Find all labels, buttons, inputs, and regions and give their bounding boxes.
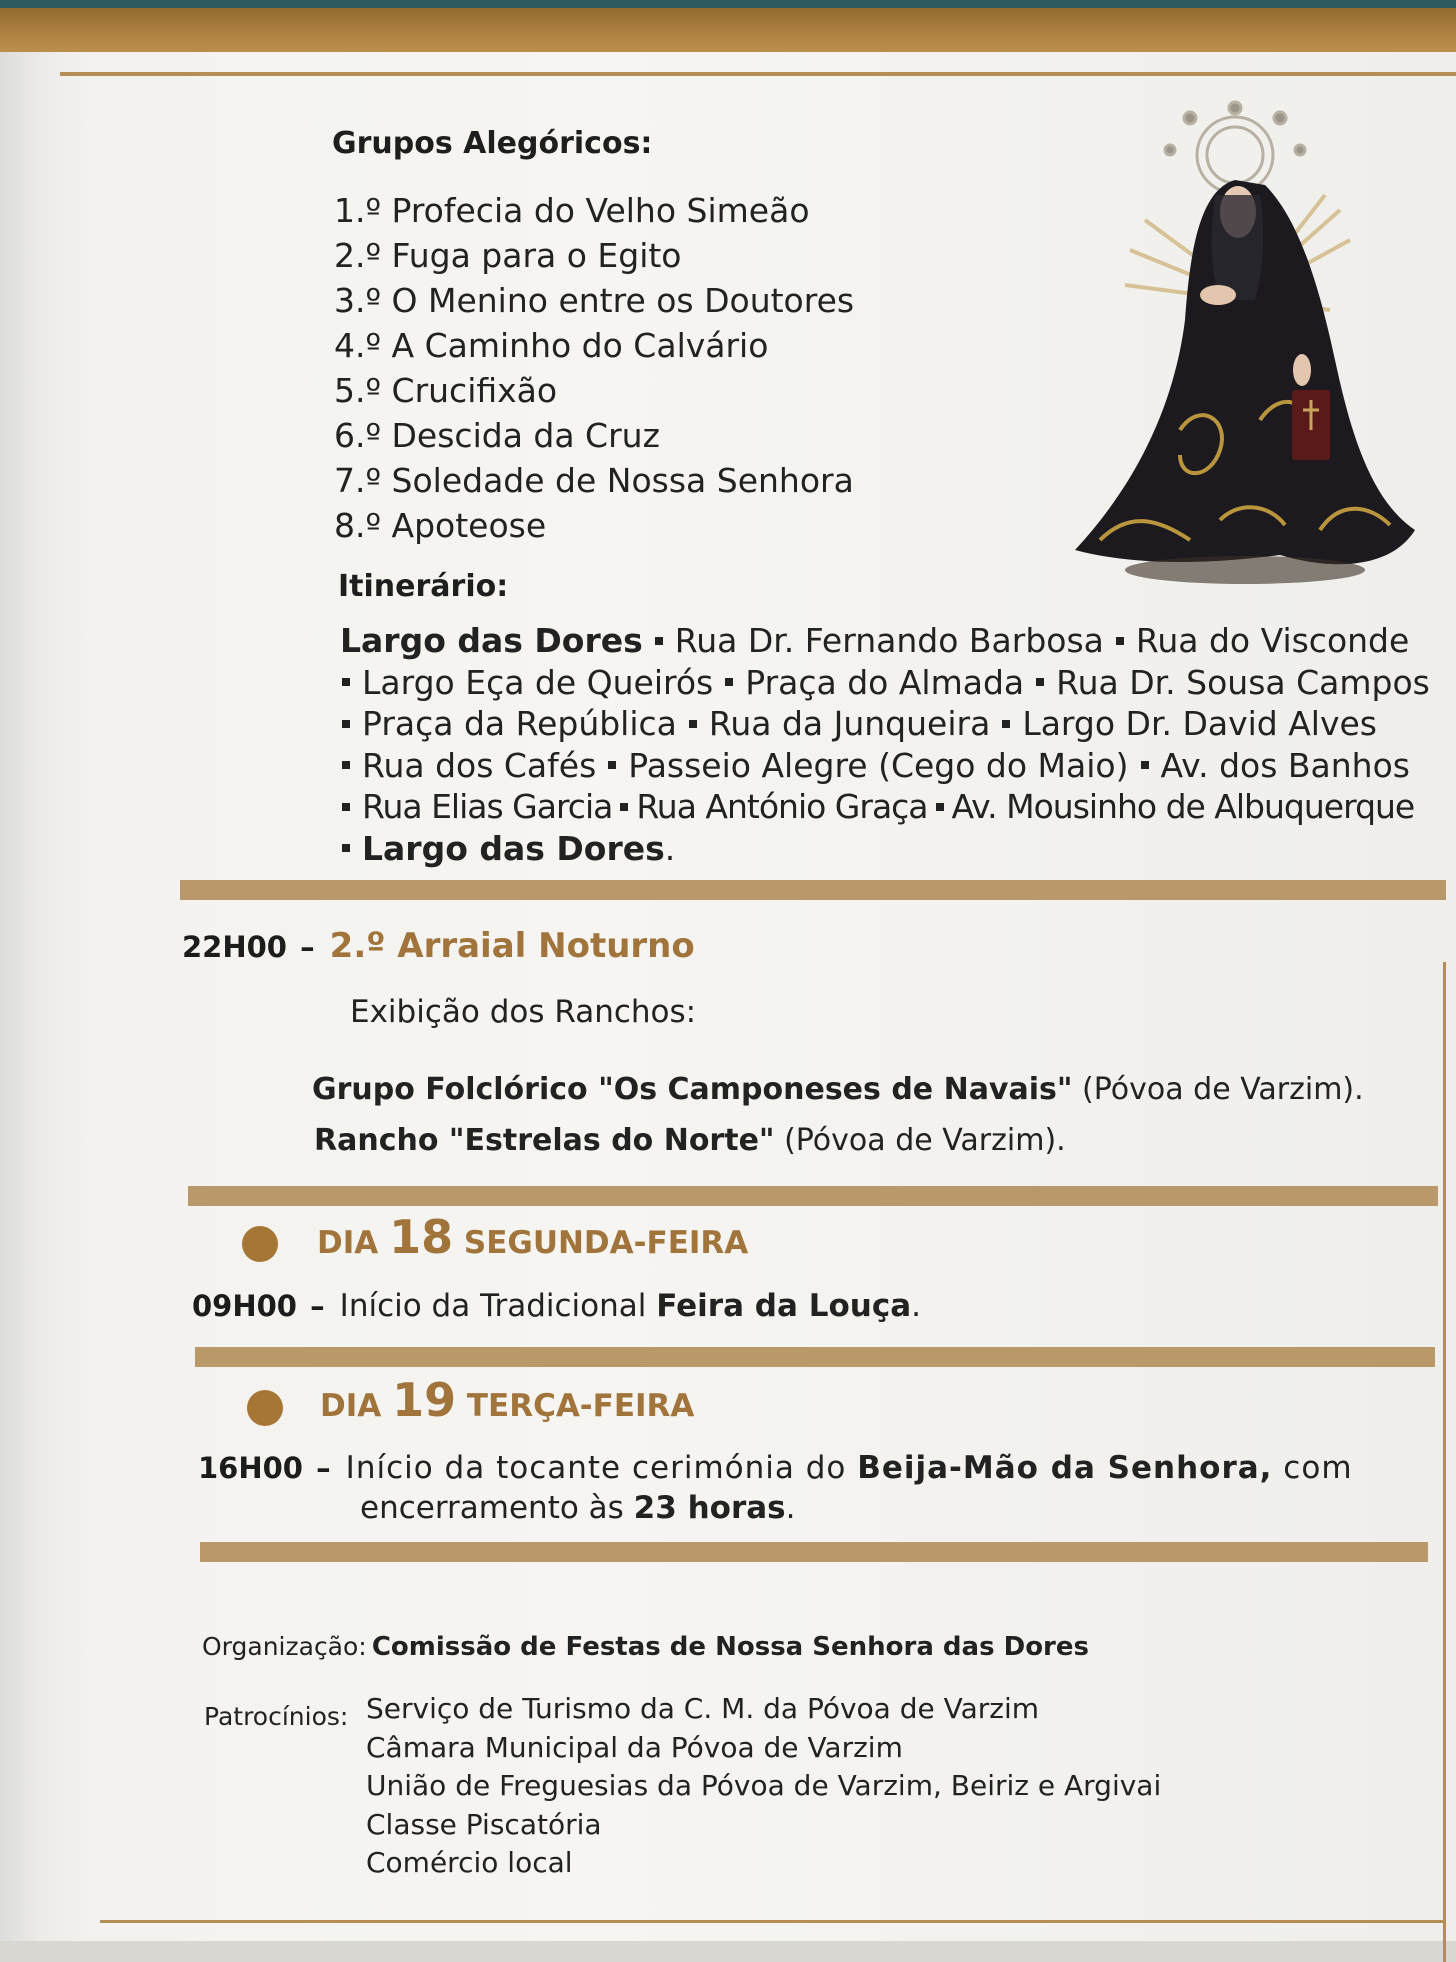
frame-right-rule bbox=[1443, 962, 1446, 1962]
itinerary-stop: Rua da Junqueira bbox=[708, 704, 991, 743]
arraial-time: 22H00 bbox=[182, 930, 287, 964]
itinerary-stop: Av. dos Banhos bbox=[1160, 745, 1410, 785]
organization-value: Comissão de Festas de Nossa Senhora das Dores bbox=[371, 1632, 1089, 1662]
arraial-group-2 bbox=[314, 1123, 1066, 1158]
itinerary-line bbox=[340, 786, 1415, 828]
day19-heading bbox=[320, 1373, 694, 1427]
top-teal-strip bbox=[0, 0, 1456, 8]
day18-text: Início da Tradicional bbox=[339, 1288, 657, 1324]
day18-time: 09H00 bbox=[192, 1289, 297, 1323]
day19-number: 19 bbox=[392, 1373, 457, 1427]
day19-text-1: Início da tocante cerimónia do bbox=[345, 1450, 858, 1486]
itinerary-end: Largo das Dores bbox=[362, 828, 665, 868]
arraial-row bbox=[182, 926, 695, 966]
itinerary-stop: Rua Dr. Fernando Barbosa bbox=[674, 621, 1104, 660]
list-item: 5.º Crucifixão bbox=[334, 371, 558, 410]
itinerary-stop: Praça da República bbox=[362, 704, 677, 743]
group-2-name: Rancho "Estrelas do Norte" bbox=[314, 1123, 775, 1158]
halo-crown bbox=[1165, 102, 1305, 193]
sponsor-item: Classe Piscatória bbox=[366, 1807, 602, 1841]
list-item: 3.º O Menino entre os Doutores bbox=[334, 281, 855, 320]
arraial-group-1 bbox=[312, 1072, 1364, 1107]
day19-end: . bbox=[785, 1490, 796, 1526]
itinerary-stop: Rua dos Cafés bbox=[362, 745, 597, 785]
day18-row bbox=[192, 1288, 921, 1324]
statue-base bbox=[1125, 556, 1365, 584]
group-1-name: Grupo Folclórico "Os Camponeses de Navais" bbox=[312, 1072, 1073, 1107]
arraial-title: 2.º Arraial Noturno bbox=[329, 926, 695, 966]
day18-prefix: DIA bbox=[317, 1225, 390, 1261]
statue-illustration bbox=[1070, 100, 1420, 600]
sponsor-item: União de Freguesias da Póvoa de Varzim, Beiriz e Argivai bbox=[366, 1769, 1162, 1802]
group-2-place: (Póvoa de Varzim). bbox=[774, 1123, 1066, 1158]
group-1-place: (Póvoa de Varzim). bbox=[1072, 1072, 1364, 1107]
sponsors-list bbox=[366, 1690, 1161, 1883]
day19-time: 16H00 bbox=[198, 1451, 303, 1485]
hand-right bbox=[1293, 354, 1311, 386]
itinerary-stop: Praça do Almada bbox=[745, 662, 1025, 702]
itinerary-line bbox=[340, 620, 1410, 662]
section-divider bbox=[200, 1542, 1428, 1562]
day19-bold-2: 23 horas bbox=[633, 1490, 786, 1526]
day19-text-3: encerramento às bbox=[360, 1490, 634, 1526]
itinerary-line bbox=[340, 745, 1410, 787]
day18-bold: Feira da Louça bbox=[656, 1288, 912, 1324]
hand-left bbox=[1200, 285, 1236, 305]
itinerary-stop: Rua do Visconde bbox=[1135, 621, 1410, 660]
itinerary-start: Largo das Dores bbox=[340, 621, 643, 660]
top-rule bbox=[60, 72, 1456, 76]
list-item: 6.º Descida da Cruz bbox=[334, 416, 660, 455]
day19-row-2 bbox=[360, 1490, 796, 1526]
itinerary-line bbox=[340, 662, 1430, 704]
day18-end: . bbox=[911, 1288, 921, 1324]
day19-prefix: DIA bbox=[320, 1388, 393, 1424]
list-item: 4.º A Caminho do Calvário bbox=[334, 326, 769, 365]
day19-bold-1: Beija-Mão da Senhora, bbox=[857, 1450, 1273, 1486]
list-item: 8.º Apoteose bbox=[334, 506, 547, 545]
veil bbox=[1212, 195, 1264, 300]
itinerary-stop: Rua António Graça bbox=[636, 787, 928, 826]
list-item: 7.º Soledade de Nossa Senhora bbox=[334, 461, 854, 500]
itinerary-end-punct: . bbox=[664, 828, 676, 868]
list-item: 1.º Profecia do Velho Simeão bbox=[334, 191, 810, 230]
section-divider bbox=[180, 880, 1446, 900]
sponsor-item: Câmara Municipal da Póvoa de Varzim bbox=[366, 1730, 903, 1764]
sponsors-label: Patrocínios: bbox=[204, 1702, 349, 1731]
organization-row bbox=[202, 1632, 1089, 1662]
list-item: 2.º Fuga para o Egito bbox=[334, 236, 682, 275]
itinerary-stop: Rua Elias Garcia bbox=[362, 787, 613, 826]
itinerary-stop: Largo Eça de Queirós bbox=[362, 662, 714, 702]
arraial-dash: – bbox=[300, 930, 315, 964]
bullet-dot bbox=[242, 1226, 278, 1262]
itinerary-stop: Rua Dr. Sousa Campos bbox=[1056, 662, 1430, 702]
frame-bottom-rule bbox=[100, 1920, 1446, 1923]
sponsor-item: Comércio local bbox=[366, 1846, 573, 1879]
day19-text-2: com bbox=[1272, 1450, 1353, 1486]
day18-heading bbox=[317, 1210, 748, 1264]
itinerary-stop: Largo Dr. David Alves bbox=[1022, 704, 1377, 743]
bullet-dot bbox=[247, 1390, 283, 1426]
section-divider bbox=[188, 1186, 1438, 1206]
itinerary-line bbox=[340, 703, 1410, 745]
organization-label: Organização: bbox=[202, 1632, 367, 1661]
arraial-subtitle: Exibição dos Ranchos: bbox=[350, 994, 697, 1030]
itinerary-stop: Passeio Alegre (Cego do Maio) bbox=[628, 745, 1129, 785]
day19-row bbox=[198, 1450, 1353, 1486]
day18-number: 18 bbox=[389, 1210, 454, 1264]
allegorical-heading: Grupos Alegóricos: bbox=[332, 126, 653, 161]
day18-weekday: SEGUNDA-FEIRA bbox=[453, 1225, 749, 1261]
itinerary-list bbox=[340, 620, 1430, 869]
itinerary-stop: Av. Mousinho de Albuquerque bbox=[951, 787, 1415, 826]
day18-dash: – bbox=[310, 1289, 325, 1323]
section-divider bbox=[195, 1347, 1435, 1367]
allegorical-list bbox=[334, 188, 854, 548]
sponsor-item: Serviço de Turismo da C. M. da Póvoa de Varzim bbox=[366, 1692, 1040, 1725]
day19-dash: – bbox=[316, 1451, 331, 1485]
itinerary-line bbox=[340, 828, 1410, 870]
itinerary-heading: Itinerário: bbox=[338, 569, 509, 604]
day19-weekday: TERÇA-FEIRA bbox=[456, 1388, 695, 1424]
